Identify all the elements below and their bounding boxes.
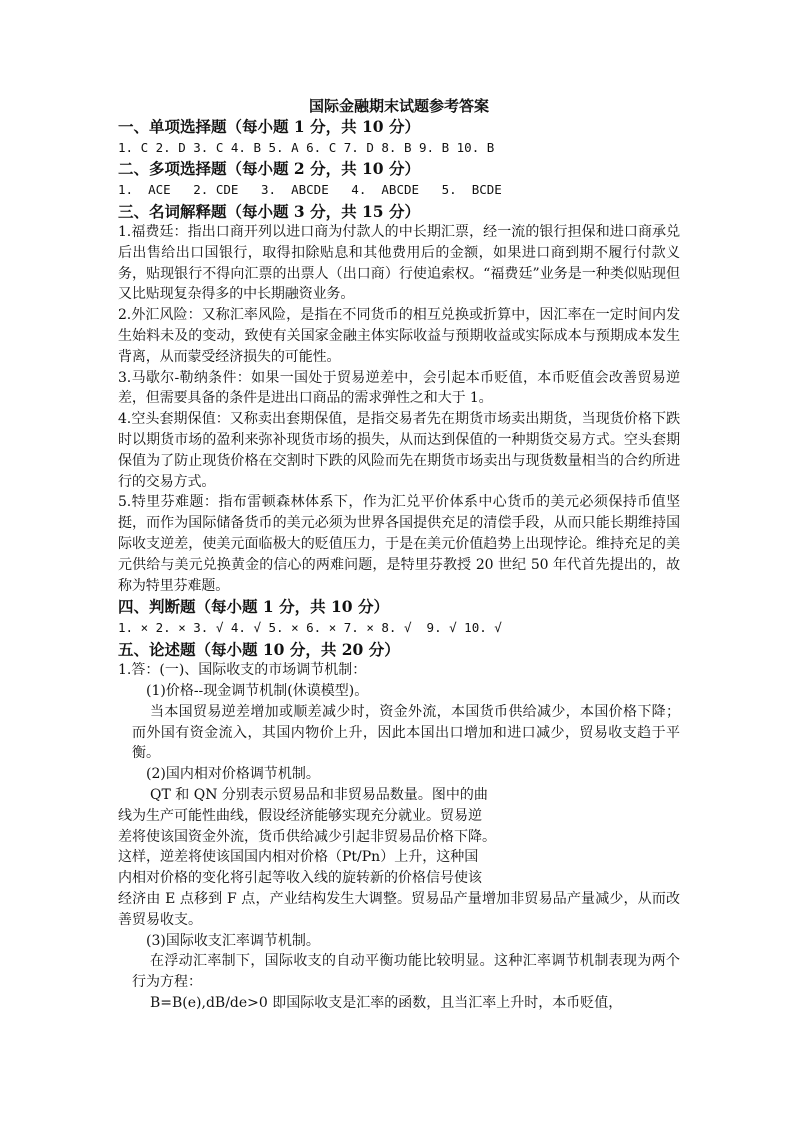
essay-answer-intro: 1.答：(一)、国际收支的市场调节机制：	[118, 662, 367, 679]
essay-line: 经济由 E 点移到 F 点，产业结构发生大调整。贸易品产量增加非贸易品产量减少，从而改善贸易收支。	[118, 891, 680, 928]
document-body	[118, 96, 680, 1014]
essay-line: 内相对价格的变化将引起等收入线的旋转新的价格信号使该	[118, 870, 482, 887]
essay-equation-line: B=B(e),dB/de>0 即国际收支是汇率的函数，且当汇率上升时，本币贬值，	[150, 994, 623, 1011]
essay-line: 差将使该国资金外流，货币供给减少引起非贸易品价格下降。	[118, 828, 496, 845]
section-heading-term-definitions: 三、名词解释题（每小题 3 分，共 15 分）	[118, 201, 420, 221]
multiple-choice-answers: 1. ACE 2. CDE 3. ABCDE 4. ABCDE 5. BCDE	[118, 181, 502, 197]
term-foreign-exchange-risk: 2.外汇风险：又称汇率风险，是指在不同货币的相互兑换或折算中，因汇率在一定时间内发生始料未及的变动，致使有关国家金融主体实际收益与预期收益或实际成本与预期成本发生背离，从而蒙受经济损失的可能性。	[118, 307, 680, 365]
section-heading-single-choice: 一、单项选择题（每小题 1 分，共 10 分）	[118, 117, 420, 136]
true-false-answers: 1. × 2. × 3. √ 4. √ 5. × 6. × 7. × 8. √ 9. √ 10. √	[118, 619, 502, 635]
term-forfaiting: 1.福费廷：指出口商开列以进口商为付款人的中长期汇票，经一流的银行担保和进口商承兑后出售给出口国银行，取得扣除贴息和其他费用后的金额，如果进口商到期不履行付款义务，贴现银行不得向汇票的出票人（出口商）行使追索权。“福费廷”业务是一种类似贴现但又比贴现复杂得多的中长期融资业务。	[118, 224, 680, 303]
essay-paragraph-exchange-rate: 在浮动汇率制下，国际收支的自动平衡功能比较明显。这种汇率调节机制表现为两个行为方程：	[132, 953, 680, 991]
section-heading-true-false: 四、判断题（每小题 1 分，共 10 分）	[118, 597, 389, 617]
essay-subheading-exchange-rate: (3)国际收支汇率调节机制。	[146, 932, 320, 949]
term-triffin-dilemma: 5.特里芬难题：指布雷顿森林体系下，作为汇兑平价体系中心货币的美元必须保持币值坚挺，而作为国际储备货币的美元必须为世界各国提供充足的清偿手段，从而只能长期维持国际收支逆差，使美元面临极大的贬值压力，于是在美元价值趋势上出现悖论。维持充足的美元供给与美元兑换黄金的信心的两难问题，是特里芬教授 20 世纪 50 年代首先提出的，故称为特里芬难题。	[118, 494, 680, 594]
essay-subheading-price-cash: (1)价格--现金调节机制(休谟模型)。	[146, 683, 369, 700]
essay-subheading-relative-price: (2)国内相对价格调节机制。	[146, 766, 320, 783]
term-short-hedge: 4.空头套期保值：又称卖出套期保值，是指交易者先在期货市场卖出期货，当现货价格下跌时以期货市场的盈利来弥补现货市场的损失，从而达到保值的一种期货交易方式。空头套期保值为了防止现货价格在交割时下跌的风险而先在期货市场卖出与现货数量相当的合约所进行的交易方式。	[118, 411, 680, 490]
essay-paragraph-price-cash: 当本国贸易逆差增加或顺差减少时，资金外流，本国货币供给减少，本国价格下降；而外国有资金流入，其国内物价上升，因此本国出口增加和进口减少，贸易收支趋于平衡。	[132, 703, 680, 762]
essay-line: 线为生产可能性曲线，假设经济能够实现充分就业。贸易逆	[118, 807, 482, 824]
essay-line: QT 和 QN 分别表示贸易品和非贸易品数量。图中的曲	[150, 787, 488, 804]
page-title: 国际金融期末试题参考答案	[308, 97, 489, 115]
essay-line: 这样，逆差将使该国国内相对价格（Pt/Pn）上升，这种国	[118, 849, 479, 866]
term-marshall-lerner: 3.马歇尔-勒纳条件：如果一国处于贸易逆差中，会引起本币贬值，本币贬值会改善贸易逆差，但需要具备的条件是进出口商品的需求弹性之和大于 1。	[118, 369, 680, 407]
section-heading-multiple-choice: 二、多项选择题（每小题 2 分，共 10 分）	[118, 159, 420, 179]
section-heading-essay: 五、论述题（每小题 10 分，共 20 分）	[118, 639, 400, 659]
single-choice-answers: 1. C 2. D 3. C 4. B 5. A 6. C 7. D 8. B 9. B 10. B	[118, 139, 495, 155]
